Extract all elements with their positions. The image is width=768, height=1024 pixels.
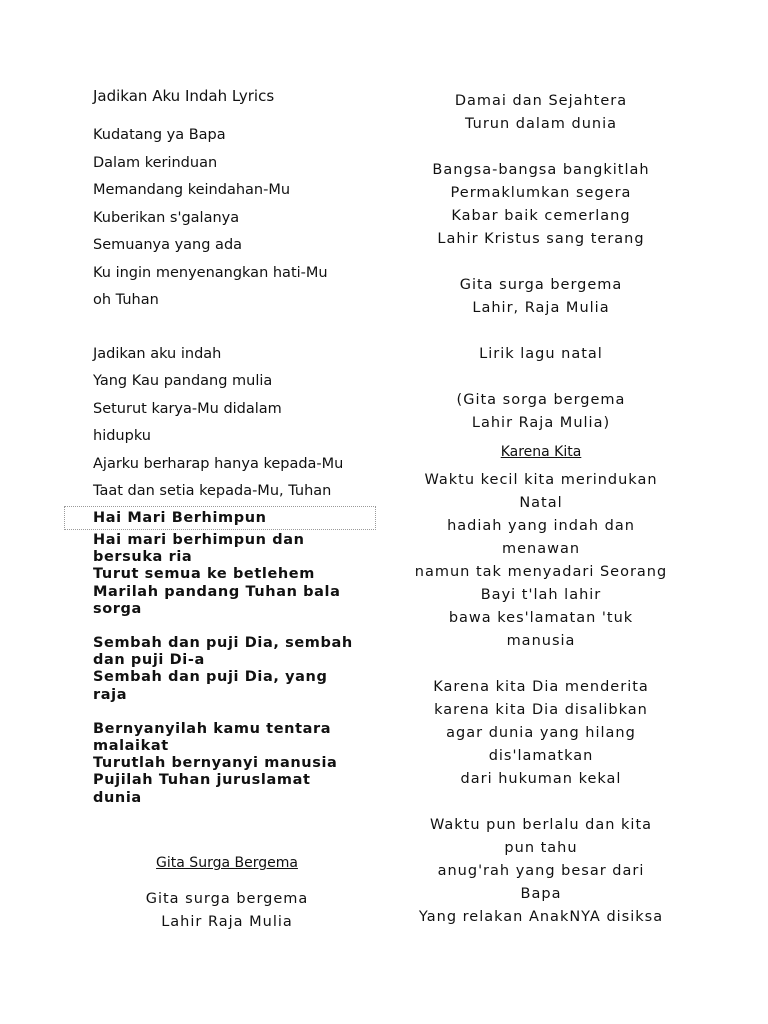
lyric-line: Lahir, Raja Mulia	[472, 300, 610, 316]
lyric-line: Turun dalam dunia	[464, 116, 618, 132]
lyric-line: agar dunia yang hilang	[446, 725, 636, 741]
lyric-line: Bangsa-bangsa bangkitlah	[432, 162, 650, 178]
lyric-line: Karena kita Dia menderita	[433, 679, 649, 695]
lyric-line: Turutlah bernyanyi manusia	[93, 755, 338, 772]
song-title-karena-kita: Karena Kita	[500, 444, 582, 460]
lyric-line: oh Tuhan	[93, 292, 159, 308]
lyric-line: namun tak menyadari Seorang	[414, 564, 668, 580]
lyric-line: Turut semua ke betlehem	[93, 566, 315, 583]
lyric-line: Lahir Kristus sang terang	[437, 231, 645, 247]
lyric-line: Yang relakan AnakNYA disiksa	[418, 909, 664, 925]
lyric-line: dunia	[93, 789, 142, 806]
lyric-line: malaikat	[93, 738, 169, 755]
lyric-line: Damai dan Sejahtera	[454, 93, 628, 109]
lyric-line: bawa kes'lamatan 'tuk	[448, 610, 634, 626]
lyric-line: Kabar baik cemerlang	[451, 208, 631, 224]
lyric-line: Yang Kau pandang mulia	[93, 373, 273, 389]
lyric-line: dari hukuman kekal	[460, 771, 622, 787]
lyric-line: menawan	[501, 541, 581, 557]
lyric-line: manusia	[506, 633, 576, 649]
lyric-line: Taat dan setia kepada-Mu, Tuhan	[93, 483, 332, 499]
lyric-line: Hai mari berhimpun dan	[93, 532, 305, 548]
lyric-line: Gita surga bergema	[145, 891, 309, 907]
lyric-line: hadiah yang indah dan	[447, 518, 635, 534]
lyric-line: Waktu pun berlalu dan kita	[429, 817, 653, 833]
lyric-line: Lirik lagu natal	[479, 346, 603, 362]
lyric-line: Dalam kerinduan	[93, 154, 218, 171]
lyric-line: Semuanya yang ada	[93, 237, 243, 253]
verse-2	[93, 341, 373, 506]
lyric-line: raja	[93, 686, 128, 703]
lyric-line: Marilah pandang Tuhan bala	[93, 583, 341, 600]
lyric-line: anug'rah yang besar dari	[437, 863, 645, 879]
lyric-line: pun tahu	[504, 840, 578, 856]
lyric-line: Ajarku berharap hanya kepada-Mu	[93, 455, 344, 472]
lyric-line: Kudatang ya Bapa	[93, 127, 226, 143]
right-column	[405, 90, 677, 929]
verse-1	[93, 122, 373, 315]
lyric-line: hidupku	[93, 428, 151, 444]
lyric-line: Memandang keindahan-Mu	[93, 182, 291, 198]
lyric-line: bersuka ria	[93, 549, 193, 566]
lyric-line: Waktu kecil kita merindukan	[424, 472, 658, 488]
lyric-line: Sembah dan puji Dia, sembah	[93, 635, 353, 652]
lyric-line: Sembah dan puji Dia, yang	[93, 669, 328, 686]
lyric-line: Ku ingin menyenangkan hati-Mu	[93, 264, 328, 281]
lyric-line: (Gita sorga bergema	[456, 392, 626, 408]
left-column	[93, 85, 373, 506]
lyric-line: Jadikan aku indah	[93, 345, 222, 362]
lyric-line: Bayi t'lah lahir	[480, 587, 602, 603]
hai-mari-berhimpun-lyrics	[93, 532, 373, 807]
lyric-line: Bernyanyilah kamu tentara	[93, 720, 332, 737]
lyric-line: Lahir Raja Mulia)	[471, 415, 611, 431]
lyric-line: Lahir Raja Mulia	[161, 914, 293, 930]
song-title-jadikan-aku-indah: Jadikan Aku Indah Lyrics	[93, 87, 275, 105]
lyric-line: dis'lamatkan	[488, 748, 594, 764]
lyric-line: karena kita Dia disalibkan	[434, 702, 648, 718]
lyric-line: Bapa	[520, 886, 562, 902]
lyric-line: Gita surga bergema	[459, 277, 623, 293]
song-title-gita-surga-bergema: Gita Surga Bergema	[156, 855, 298, 871]
lyric-line: Natal	[519, 495, 563, 511]
lyric-line: Pujilah Tuhan juruslamat	[93, 772, 311, 789]
song-title-hai-mari-berhimpun: Hai Mari Berhimpun	[93, 510, 267, 526]
lyric-line: Kuberikan s'galanya	[93, 209, 240, 226]
lyric-line: Permaklumkan segera	[450, 185, 632, 201]
gita-surga-bergema-lyrics	[93, 888, 361, 934]
lyric-line: sorga	[93, 600, 142, 617]
lyric-line: dan puji Di-a	[93, 652, 205, 669]
lyric-line: Seturut karya-Mu didalam	[93, 400, 282, 417]
